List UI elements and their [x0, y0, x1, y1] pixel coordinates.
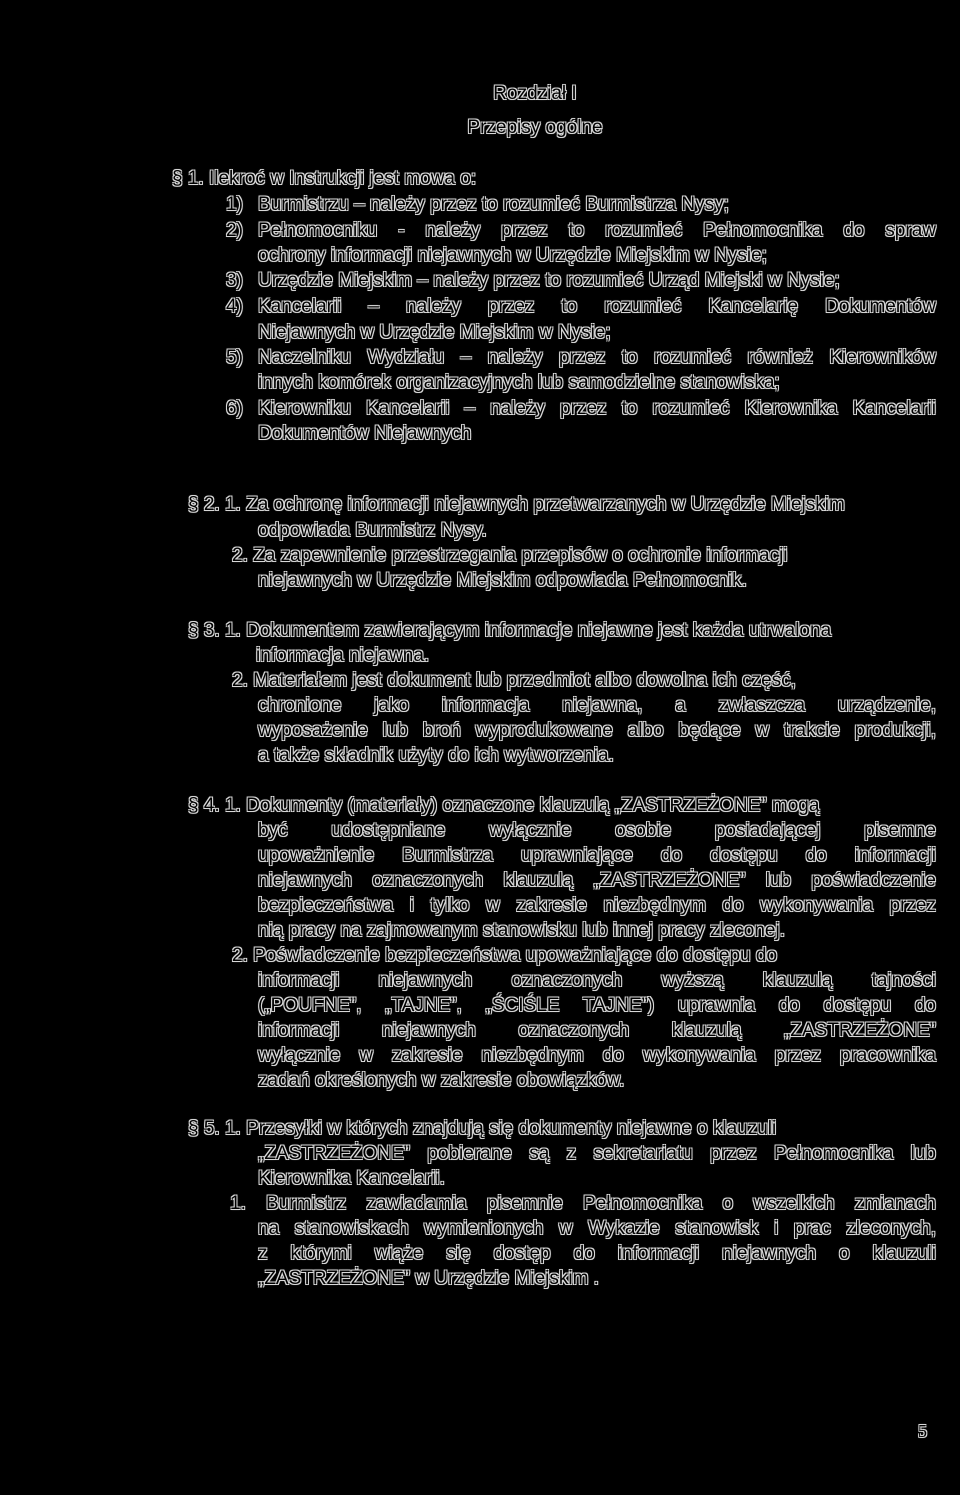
p1-item-5-text-line2: innych komórek organizacyjnych lub samodzielne stanowiska; — [258, 372, 780, 393]
p1-item-6-text-line1: Kierowniku Kancelarii – należy przez to rozumieć Kierownika Kancelarii — [258, 398, 936, 419]
p5-line1: § 5. 1. Przesyłki w których znajdują się dokumenty niejawne o klauzuli — [188, 1118, 777, 1139]
p4-line1: § 4. 1. Dokumenty (materiały) oznaczone klauzulą „ZASTRZEŻONE” mogą — [188, 795, 820, 816]
p1-item-4-num: 4) — [226, 296, 243, 317]
p4-line10: informacji niejawnych oznaczonych klauzulą „ZASTRZEŻONE” — [258, 1020, 936, 1041]
p2-line4: niejawnych w Urzędzie Miejskim odpowiada Pełnomocnik. — [258, 570, 747, 591]
p4-line8: informacji niejawnych oznaczonych wyższą klauzulą tajności — [258, 970, 936, 991]
p4-line5: bezpieczeństwa i tylko w zakresie niezbędnym do wykonywania przez — [258, 895, 936, 916]
p1-item-5-num: 5) — [226, 347, 243, 368]
p4-line3: upoważnienie Burmistrza uprawniające do dostępu do informacji — [258, 845, 936, 866]
p3-line2: informacja niejawna. — [256, 645, 430, 666]
p5-line5: na stanowiskach wymienionych w Wykazie stanowisk i prac zleconych, — [258, 1218, 936, 1239]
p4-line11: wyłącznie w zakresie niezbędnym do wykonywania przez pracownika — [258, 1045, 936, 1066]
p1-item-2-num: 2) — [226, 220, 243, 241]
p4-line7: 2. Poświadczenie bezpieczeństwa upoważniające do dostępu do — [232, 945, 778, 966]
p1-item-1-text: Burmistrzu – należy przez to rozumieć Burmistrza Nysy; — [258, 194, 729, 215]
p5-line7: „ZASTRZEŻONE” w Urzędzie Miejskim . — [258, 1268, 599, 1289]
p4-line4: niejawnych oznaczonych klauzulą „ZASTRZEŻONE” lub poświadczenie — [258, 870, 936, 891]
p1-item-6-text-line2: Dokumentów Niejawnych — [258, 423, 472, 444]
p2-line2: odpowiada Burmistrz Nysy. — [258, 520, 487, 541]
p1-item-4-text-line1: Kancelarii – należy przez to rozumieć Kancelarię Dokumentów — [258, 296, 936, 317]
p3-line4: chronione jako informacja niejawna, a zwłaszcza urządzenie, — [258, 695, 936, 716]
p5-line4: 1. Burmistrz zawiadamia pisemnie Pełnomocnika o wszelkich zmianach — [230, 1193, 936, 1214]
p1-item-2-text-line2: ochrony informacji niejawnych w Urzędzie Miejskim w Nysie; — [258, 245, 767, 266]
p1-item-4-text-line2: Niejawnych w Urzędzie Miejskim w Nysie; — [258, 322, 611, 343]
p1-item-3-num: 3) — [226, 270, 243, 291]
p4-line9: („POUFNE”, „TAJNE”, „ŚCIŚLE TAJNE”) uprawnia do dostępu do — [258, 995, 936, 1016]
p4-line12: zadań określonych w zakresie obowiązków. — [258, 1070, 625, 1091]
p3-line5: wyposażenie lub broń wyprodukowane albo będące w trakcie produkcji, — [258, 720, 936, 741]
p5-line3: Kierownika Kancelarii. — [258, 1168, 445, 1189]
p2-line3: 2. Za zapewnienie przestrzegania przepisów o ochronie informacji — [232, 545, 788, 566]
chapter-title: Rozdział I — [493, 83, 577, 104]
p5-line6: z którymi wiąże się dostęp do informacji niejawnych o klauzuli — [258, 1243, 936, 1264]
page-number: 5 — [918, 1421, 927, 1441]
p3-line6: a także składnik użyty do ich wytworzenia. — [258, 745, 614, 766]
p3-line3: 2. Materiałem jest dokument lub przedmiot albo dowolna ich część, — [232, 670, 796, 691]
p3-line1: § 3. 1. Dokumentem zawierającym informacje niejawne jest każda utrwalona — [188, 620, 832, 641]
p1-item-1-num: 1) — [226, 194, 243, 215]
p5-line2: „ZASTRZEŻONE” pobierane są z sekretariatu przez Pełnomocnika lub — [258, 1143, 936, 1164]
p4-line2: być udostępniane wyłącznie osobie posiadającej pisemne — [258, 820, 936, 841]
p1-item-6-num: 6) — [226, 398, 243, 419]
p1-item-3-text: Urzędzie Miejskim – należy przez to rozumieć Urząd Miejski w Nysie; — [258, 270, 840, 291]
p1-item-5-text-line1: Naczelniku Wydziału – należy przez to rozumieć również Kierowników — [258, 347, 936, 368]
p1-intro: § 1. Ilekroć w Instrukcji jest mowa o: — [172, 168, 477, 189]
chapter-subtitle: Przepisy ogólne — [467, 117, 603, 138]
p1-item-2-text-line1: Pełnomocniku - należy przez to rozumieć Pełnomocnika do spraw — [258, 220, 936, 241]
p4-line6: nią pracy na zajmowanym stanowisku lub innej pracy zleconej. — [258, 920, 785, 941]
p2-line1: § 2. 1. Za ochronę informacji niejawnych przetwarzanych w Urzędzie Miejskim — [188, 494, 845, 515]
